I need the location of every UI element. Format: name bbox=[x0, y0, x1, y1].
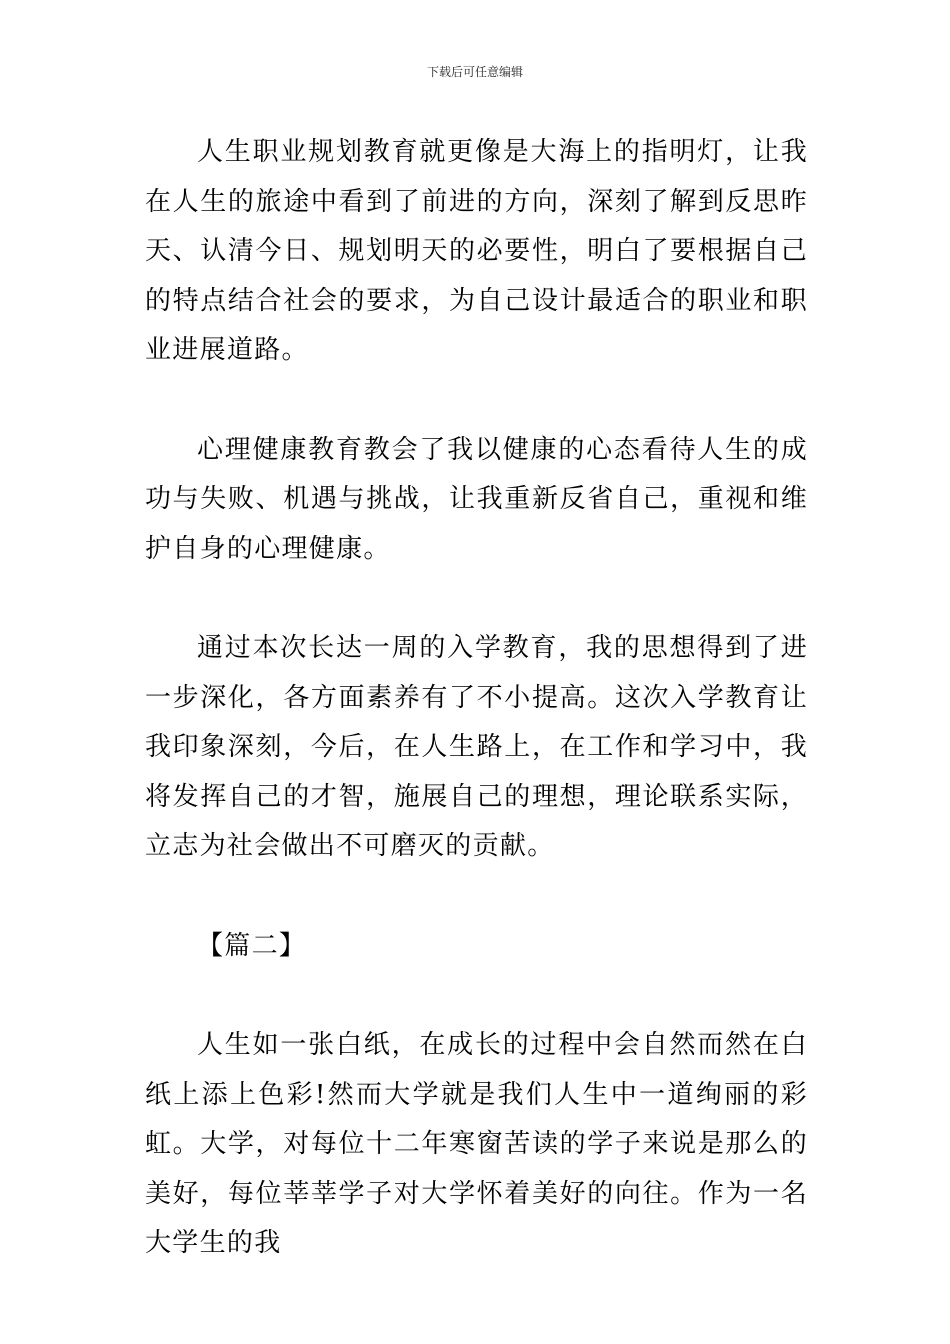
paragraph-gap bbox=[145, 574, 808, 624]
document-body bbox=[145, 128, 808, 1269]
paragraph-career-planning: 人生职业规划教育就更像是大海上的指明灯，让我在人生的旅途中看到了前进的方向，深刻了解到反思昨天、认清今日、规划明天的必要性，明白了要根据自己的特点结合社会的要求，为自己设计最适合的职业和职业进展道路。 bbox=[145, 137, 808, 365]
section-heading: 【篇二】 bbox=[197, 930, 307, 961]
page-header-note: 下载后可任意编辑 bbox=[426, 65, 523, 79]
paragraph-section-two: 人生如一张白纸，在成长的过程中会自然而然在白纸上添上色彩!然而大学就是我们人生中一道绚丽的彩虹。大学，对每位十二年寒窗苦读的学子来说是那么的美好，每位莘莘学子对大学怀着美好的向往。作为一名大学生的我 bbox=[145, 1030, 808, 1258]
paragraph-orientation-summary: 通过本次长达一周的入学教育，我的思想得到了进一步深化，各方面素养有了不小提高。这次入学教育让我印象深刻，今后，在人生路上，在工作和学习中，我将发挥自己的才智，施展自己的理想，理论联系实际，立志为社会做出不可磨灭的贡献。 bbox=[145, 633, 808, 861]
paragraph-gap bbox=[145, 872, 808, 922]
paragraph-mental-health: 心理健康教育教会了我以健康的心态看待人生的成功与失败、机遇与挑战，让我重新反省自己，重视和维护自身的心理健康。 bbox=[145, 434, 808, 564]
paragraph-gap bbox=[145, 971, 808, 1021]
paragraph-gap bbox=[145, 376, 808, 426]
